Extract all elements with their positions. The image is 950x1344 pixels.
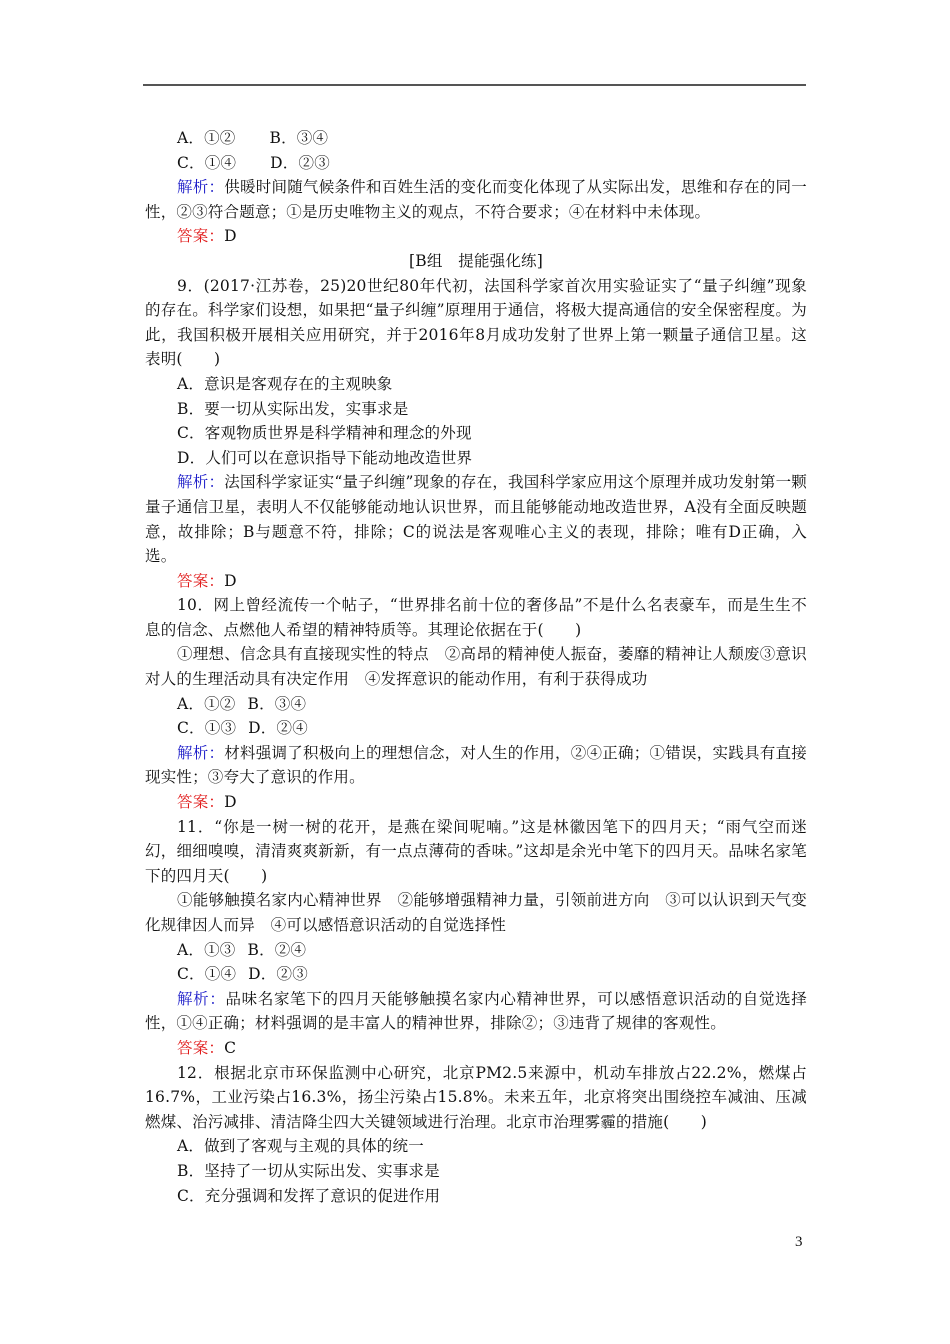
options-row [145, 716, 807, 741]
question-9 [145, 274, 807, 594]
answer [145, 1036, 807, 1061]
answer-label: 答案： [177, 793, 225, 812]
option-a: A．做到了客观与主观的具体的统一 [177, 1137, 424, 1156]
answer-value: D [224, 227, 237, 246]
question-stem: 11．“你是一树一树的花开，是燕在梁间呢喃。”这是林徽因笔下的四月天；“雨气空而迷幻，细细嗅嗅，清清爽爽新新，有一点点薄荷的香味。”这却是余光中笔下的四月天。品味名家笔下的四月天( ) [145, 817, 807, 885]
question-stem: 9．(2017·江苏卷，25)20世纪80年代初，法国科学家首次用实验证实了“量子纠缠”现象的存在。科学家们设想，如果把“量子纠缠”原理用于通信，将极大提高通信的安全保密程度。为此，我国积极开展相关应用研究，并于2016年8月成功发射了世界上第一颗量子通信卫星。这表明( ) [145, 276, 807, 369]
options-row [145, 126, 807, 151]
option-d: D．②③ [248, 965, 308, 984]
option-c: C．①③ [177, 719, 237, 738]
answer-value: D [224, 793, 237, 812]
question-stem: 12．根据北京市环保监测中心研究，北京PM2.5来源中，机动车排放占22.2%，燃煤占16.7%，工业污染占16.3%，扬尘污染占15.8%。未来五年，北京将突出围绕控车减油、压减燃煤、治污减排、清洁降尘四大关键领域进行治理。北京市治理雾霾的措施( ) [145, 1063, 807, 1131]
statements: ①理想、信念具有直接现实性的特点 ②高昂的精神使人振奋，萎靡的精神让人颓废③意识对人的生理活动具有决定作用 ④发挥意识的能动作用，有利于获得成功 [145, 645, 807, 689]
answer-label: 答案： [177, 1038, 225, 1057]
page-number: 3 [795, 1234, 803, 1250]
section-title: [B组 提能强化练] [409, 251, 543, 270]
option-c: C．客观物质世界是科学精神和理念的外现 [177, 424, 472, 443]
question-stem: 10．网上曾经流传一个帖子，“世界排名前十位的奢侈品”不是什么名表豪车，而是生生不息的信念、点燃他人希望的精神特质等。其理论依据在于( ) [145, 596, 807, 639]
answer-label: 答案： [177, 227, 225, 246]
question-12 [145, 1061, 807, 1209]
option-d: D．②④ [248, 719, 308, 738]
option-b: B．要一切从实际出发，实事求是 [177, 399, 409, 418]
question-8-tail [145, 126, 807, 249]
header-rule [143, 84, 806, 86]
option-c: C．①④ [177, 965, 237, 984]
option-b: B．③④ [269, 129, 329, 147]
analysis-label: 解析： [177, 178, 225, 197]
answer [145, 224, 807, 249]
option-b: B．②④ [247, 940, 307, 959]
analysis [145, 741, 807, 790]
option-a: A．①② [177, 694, 236, 713]
analysis-text: 品味名家笔下的四月天能够触摸名家内心精神世界，可以感悟意识活动的自觉选择性，①④正确；材料强调的是丰富人的精神世界，排除②；③违背了规律的客观性。 [145, 989, 807, 1033]
analysis [145, 175, 807, 224]
options-row [145, 692, 807, 717]
option-d: D．②③ [270, 153, 330, 172]
analysis-label: 解析： [177, 473, 225, 492]
options-row [145, 938, 807, 963]
option-c: C．①④ [177, 153, 237, 172]
analysis-label: 解析： [177, 989, 226, 1008]
options-row [145, 962, 807, 987]
statements: ①能够触摸名家内心精神世界 ②能够增强精神力量，引领前进方向 ③可以认识到天气变化规律因人而异 ④可以感悟意识活动的自觉选择性 [145, 891, 807, 934]
option-d: D．人们可以在意识指导下能动地改造世界 [177, 448, 473, 467]
analysis-text: 法国科学家证实“量子纠缠”现象的存在，我国科学家应用这个原理并成功发射第一颗量子通信卫星，表明人不仅能够能动地认识世界，而且能够能动地改造世界，A没有全面反映题意，故排除；B与题意不符，排除；C的说法是客观唯心主义的表现，排除；唯有D正确，入选。 [145, 473, 807, 566]
answer-value: C [224, 1038, 237, 1057]
analysis-text: 材料强调了积极向上的理想信念，对人生的作用，②④正确；①错误，实践具有直接现实性；③夸大了意识的作用。 [145, 743, 808, 787]
question-11 [145, 815, 807, 1061]
options-row [145, 151, 807, 176]
analysis-text: 供暖时间随气候条件和百姓生活的变化而变化体现了从实际出发，思维和存在的同一性，②③符合题意；①是历史唯物主义的观点，不符合要求；④在材料中未体现。 [145, 178, 808, 221]
answer-value: D [224, 571, 237, 590]
analysis [145, 470, 807, 568]
analysis [145, 987, 807, 1036]
option-a: A．①② [177, 129, 236, 147]
option-a: A．意识是客观存在的主观映象 [177, 374, 393, 393]
page-content [145, 126, 807, 1208]
option-b: B．③④ [247, 694, 307, 713]
option-c: C．充分强调和发挥了意识的促进作用 [177, 1186, 441, 1205]
answer [145, 569, 807, 594]
answer [145, 790, 807, 815]
option-a: A．①③ [177, 940, 236, 959]
question-10 [145, 593, 807, 814]
analysis-label: 解析： [177, 743, 225, 762]
option-b: B．坚持了一切从实际出发、实事求是 [177, 1161, 440, 1180]
answer-label: 答案： [177, 571, 225, 590]
